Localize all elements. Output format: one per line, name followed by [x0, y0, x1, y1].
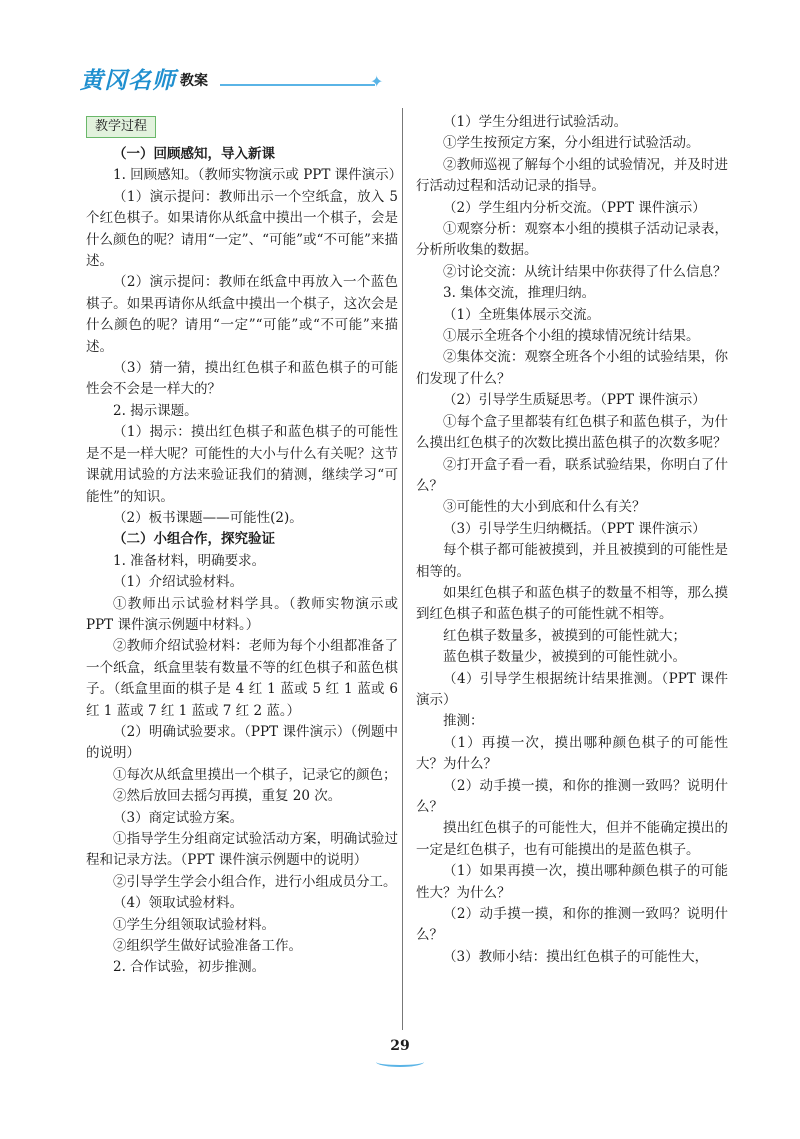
page-header	[80, 62, 384, 96]
header-rule	[220, 84, 375, 86]
paragraph: 2. 合作试验，初步推测。	[113, 959, 266, 976]
paragraph: 1. 回顾感知。（教师实物演示或 PPT 课件演示）	[113, 167, 403, 184]
paragraph: ①指导学生分组商定试验活动方案，明确试验过程和记录方法。（PPT 课件演示例题中的说明）	[86, 831, 398, 869]
paragraph: 每个棋子都可能被摸到，并且被摸到的可能性是相等的。	[416, 542, 728, 580]
paragraph: （2）明确试验要求。（PPT 课件演示）（例题中的说明）	[86, 723, 398, 762]
paragraph: （3）商定试验方案。	[113, 809, 244, 826]
page-number: 29	[390, 1038, 410, 1054]
paragraph: ②打开盒子看一看，联系试验结果，你明白了什么？	[416, 456, 728, 494]
paragraph: （3）引导学生归纳概括。（PPT 课件演示）	[443, 520, 706, 537]
section-heading: （一）回顾感知，导入新课	[113, 146, 275, 162]
paragraph: （1）如果再摸一次，摸出哪种颜色棋子的可能性大？为什么？	[416, 863, 728, 901]
paragraph: ①学生按预定方案，分小组进行试验活动。	[443, 135, 700, 152]
paragraph: 推测：	[443, 713, 484, 730]
paragraph: （2）学生组内分析交流。（PPT 课件演示）	[443, 199, 706, 216]
brand-logo: 黄冈名师	[80, 68, 176, 94]
paragraph: ①每个盒子里都装有红色棋子和蓝色棋子，为什么摸出红色棋子的次数比摸出蓝色棋子的次数多呢？	[416, 413, 728, 452]
paragraph: （1）全班集体展示交流。	[443, 306, 601, 323]
paragraph: （2）动手摸一摸，和你的推测一致吗？说明什么？	[416, 777, 728, 815]
paragraph: ②教师巡视了解每个小组的试验情况，并及时进行活动过程和活动记录的指导。	[416, 156, 728, 195]
paragraph: （3）教师小结：摸出红色棋子的可能性大，	[443, 948, 709, 965]
paragraph: ②集体交流：观察全班各个小组的试验结果，你们发现了什么？	[416, 349, 728, 387]
paragraph: ②引导学生学会小组合作，进行小组成员分工。	[113, 873, 397, 890]
paragraph: 红色棋子数量多，被摸到的可能性就大；	[443, 627, 686, 644]
column-divider	[402, 108, 403, 1030]
paragraph: （2）板书课题——可能性(2)。	[113, 509, 303, 526]
paragraph: ②教师介绍试验材料：老师为每个小组都准备了一个纸盒，纸盒里装有数量不等的红色棋子和蓝色棋子。（纸盒里面的棋子是 4 红 1 蓝或 5 红 1 蓝或 6 红 1 蓝或 7 红 1 蓝或 7 红 2 蓝。）	[86, 638, 398, 719]
paragraph: 摸出红色棋子的可能性大，但并不能确定摸出的一定是红色棋子，也有可能摸出的是蓝色棋子。	[416, 820, 728, 858]
paragraph: ②然后放回去摇匀再摸，重复 20 次。	[113, 788, 342, 805]
paragraph: ①观察分析：观察本小组的摸棋子活动记录表，分析所收集的数据。	[416, 221, 728, 259]
paragraph: 3. 集体交流，推理归纳。	[443, 285, 596, 302]
section-heading: （二）小组合作，探究验证	[113, 531, 275, 548]
paragraph: ①学生分组领取试验材料。	[113, 916, 275, 933]
paragraph: ①教师出示试验材料学具。（教师实物演示或 PPT 课件演示例题中材料。）	[86, 595, 398, 633]
page-number-ornament	[376, 1057, 424, 1067]
right-column	[416, 112, 728, 968]
paragraph: 2. 揭示课题。	[113, 402, 198, 419]
paragraph: 如果红色棋子和蓝色棋子的数量不相等，那么摸到红色棋子和蓝色棋子的可能性就不相等。	[416, 584, 728, 623]
paragraph: ②组织学生做好试验准备工作。	[113, 938, 302, 955]
paragraph: （1）揭示：摸出红色棋子和蓝色棋子的可能性是不是一样大呢？可能性的大小与什么有关呢？这节课就用试验的方法来验证我们的猜测，继续学习“可能性”的知识。	[86, 424, 398, 505]
paragraph: ①每次从纸盒里摸出一个棋子，记录它的颜色；	[113, 766, 397, 783]
paragraph: （1）介绍试验材料。	[113, 574, 244, 591]
paragraph: 蓝色棋子数量少，被摸到的可能性就小。	[443, 649, 686, 666]
left-column	[86, 112, 403, 979]
paragraph: （1）再摸一次，摸出哪种颜色棋子的可能性大？为什么？	[416, 734, 728, 773]
paragraph: （2）引导学生质疑思考。（PPT 课件演示）	[443, 392, 706, 409]
section-badge: 教学过程	[86, 116, 156, 138]
paragraph: 1. 准备材料，明确要求。	[113, 552, 266, 569]
star-icon: ✦	[370, 72, 384, 91]
paragraph: （1）学生分组进行试验活动。	[443, 114, 628, 130]
paragraph: ②讨论交流：从统计结果中你获得了什么信息？	[443, 263, 727, 280]
paragraph: （3）猜一猜，摸出红色棋子和蓝色棋子的可能性会不会是一样大的？	[86, 360, 398, 398]
paragraph: （2）演示提问：教师在纸盒中再放入一个蓝色棋子。如果再请你从纸盒中摸出一个棋子，这次会是什么颜色的呢？请用“一定”“可能”或“不可能”来描述。	[86, 274, 398, 355]
paragraph: ③可能性的大小到底和什么有关？	[443, 499, 646, 516]
paragraph: （1）演示提问：教师出示一个空纸盒，放入 5 个红色棋子。如果请你从纸盒中摸出一个棋子，会是什么颜色的呢？请用“一定”、“可能”或“不可能”来描述。	[86, 188, 398, 270]
header-subtitle: 教案	[180, 73, 208, 89]
paragraph: （4）引导学生根据统计结果推测。（PPT 课件演示）	[416, 670, 728, 708]
paragraph: ①展示全班各个小组的摸球情况统计结果。	[443, 328, 700, 345]
paragraph: （2）动手摸一摸，和你的推测一致吗？说明什么？	[416, 906, 728, 944]
paragraph: （4）领取试验材料。	[113, 895, 244, 912]
